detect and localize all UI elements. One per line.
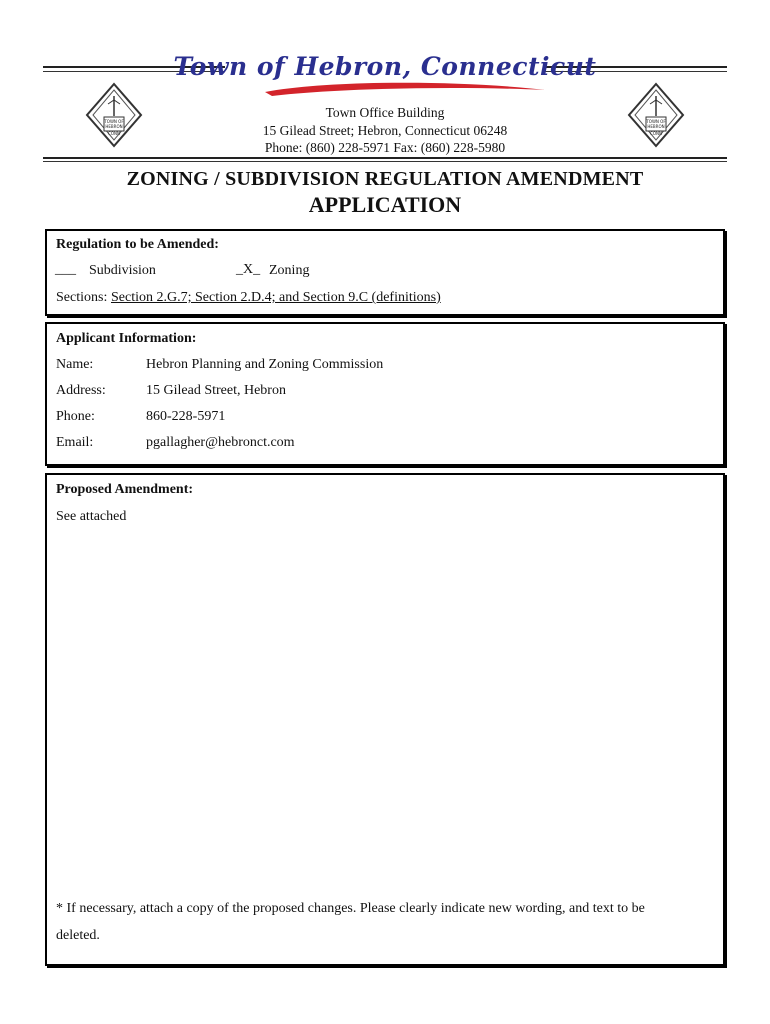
- town-name-logo: Town of Hebron, Connecticut: [173, 52, 597, 81]
- svg-text:TOWN OF: TOWN OF: [646, 119, 666, 124]
- zoning-label: Zoning: [269, 263, 310, 278]
- form-title: ZONING / SUBDIVISION REGULATION AMENDMENT: [126, 168, 644, 190]
- proposed-heading: Proposed Amendment:: [56, 482, 194, 497]
- phone-value[interactable]: 860-228-5971: [146, 409, 226, 424]
- regulation-heading: Regulation to be Amended:: [56, 237, 219, 252]
- name-value[interactable]: Hebron Planning and Zoning Commission: [146, 357, 384, 372]
- svg-text:CONN: CONN: [108, 131, 120, 136]
- applicant-section: [45, 322, 725, 466]
- applicant-heading: Applicant Information:: [56, 331, 197, 346]
- svg-text:CONN: CONN: [650, 131, 662, 136]
- subdivision-label: Subdivision: [89, 263, 156, 278]
- address-value[interactable]: 15 Gilead Street, Hebron: [146, 383, 286, 398]
- zoning-checkmark[interactable]: _X_: [236, 262, 261, 277]
- header-rule-bottom: [43, 157, 727, 159]
- attachment-note-line1: * If necessary, attach a copy of the proposed changes. Please clearly indicate new wording, and text to be: [56, 901, 645, 916]
- red-swoosh-logo: [260, 78, 550, 100]
- subdivision-blank[interactable]: ___: [55, 262, 76, 277]
- svg-text:HEBRON: HEBRON: [647, 124, 665, 129]
- proposed-text[interactable]: See attached: [56, 509, 127, 524]
- phone-label: Phone:: [56, 409, 95, 424]
- attachment-note-line2: deleted.: [56, 928, 100, 943]
- sections-label: Sections:: [56, 290, 108, 305]
- email-label: Email:: [56, 435, 94, 450]
- address-label: Address:: [56, 383, 106, 398]
- header-rule-bottom-thin: [43, 161, 727, 162]
- proposed-amendment-section: [45, 473, 725, 966]
- name-label: Name:: [56, 357, 94, 372]
- form-subtitle: APPLICATION: [308, 192, 462, 217]
- regulation-section: [45, 229, 725, 316]
- email-value[interactable]: pgallagher@hebronct.com: [146, 435, 295, 450]
- svg-text:TOWN OF: TOWN OF: [104, 119, 124, 124]
- office-name: Town Office Building: [325, 105, 445, 120]
- office-phone-fax: Phone: (860) 228-5971 Fax: (860) 228-5980: [264, 140, 506, 155]
- office-street: 15 Gilead Street; Hebron, Connecticut 06248: [262, 123, 508, 138]
- svg-text:HEBRON: HEBRON: [105, 124, 123, 129]
- sections-value[interactable]: Section 2.G.7; Section 2.D.4; and Section 9.C (definitions): [111, 290, 441, 305]
